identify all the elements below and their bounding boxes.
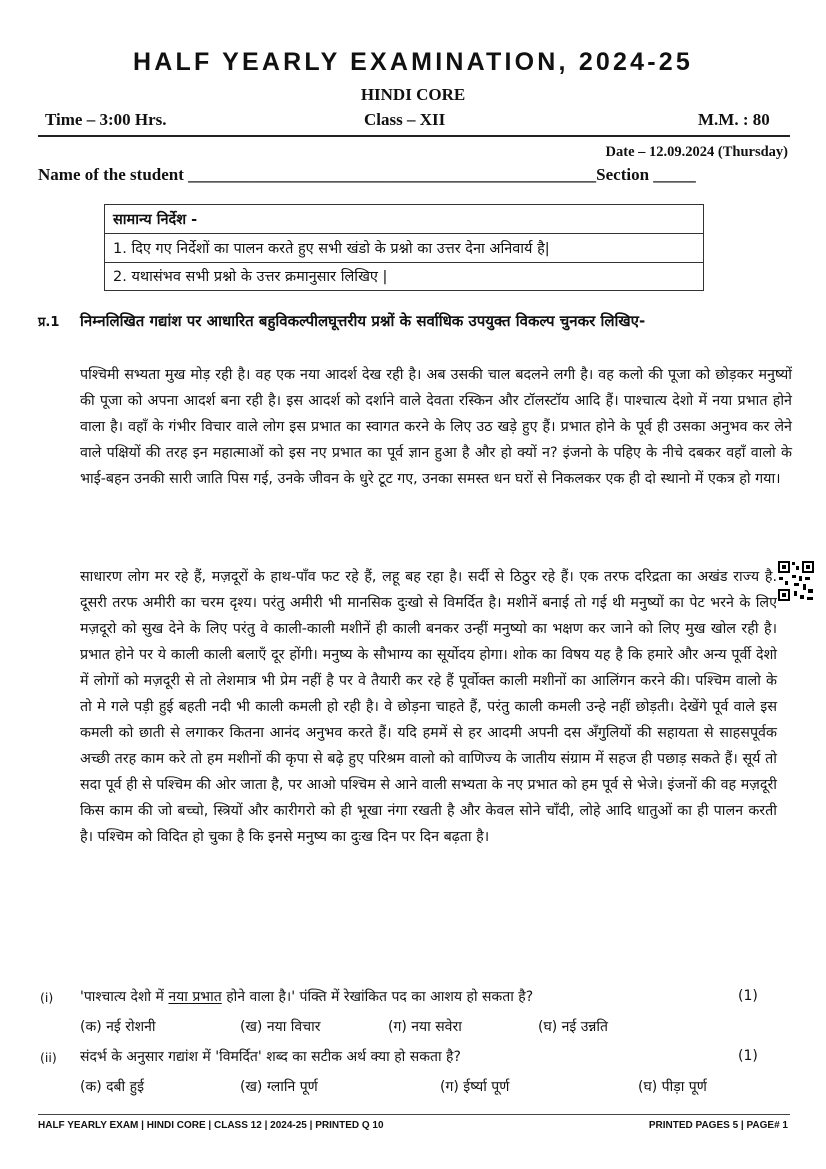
instructions-heading: सामान्य निर्देश - [113, 212, 198, 228]
student-name-line: Name of the student ________________________________________________Section _____ [38, 165, 696, 184]
exam-title: HALF YEARLY EXAMINATION, 2024-25 [133, 48, 693, 76]
max-marks-label: M.M. : 80 [698, 110, 770, 129]
subquestion-text-part: होने वाला है।' पंक्ति में रेखांकित पद का आशय हो सकता है? [221, 989, 534, 1005]
exam-date: Date – 12.09.2024 (Thursday) [605, 144, 788, 160]
option-b: (ख) नया विचार [240, 1019, 321, 1035]
general-instructions-box [104, 204, 704, 291]
option-a: (क) नई रोशनी [80, 1019, 156, 1035]
subquestion-text [80, 987, 533, 1006]
instruction-item: 1. दिए गए निर्देशों का पालन करते हुए सभी खंडो के प्रश्नो का उत्तर देना अनिवार्य है| [113, 241, 550, 257]
footer-right: PRINTED PAGES 5 | PAGE# 1 [648, 1120, 788, 1131]
time-label: Time – 3:00 Hrs. [45, 110, 167, 129]
marks-label: (1) [738, 1048, 758, 1064]
subquestion-label: (ii) [40, 1050, 57, 1065]
option-b: (ख) ग्लानि पूर्ण [240, 1079, 318, 1095]
header-divider [38, 135, 790, 137]
marks-label: (1) [738, 988, 758, 1004]
qr-code-icon [777, 560, 815, 602]
underlined-phrase: नया प्रभात [168, 989, 222, 1005]
option-c: (ग) ईर्ष्या पूर्ण [440, 1079, 510, 1095]
footer-left: HALF YEARLY EXAM | HINDI CORE | CLASS 12 | 2024-25 | PRINTED Q 10 [38, 1120, 384, 1131]
option-c: (ग) नया सवेरा [388, 1019, 462, 1035]
question-number: प्र.1 [38, 315, 60, 330]
option-d: (घ) नई उन्नति [538, 1019, 609, 1035]
instructions-divider [105, 262, 703, 263]
option-a: (क) दबी हुई [80, 1079, 144, 1095]
subquestion-label: (i) [40, 990, 54, 1005]
instructions-divider [105, 233, 703, 234]
passage-paragraph-2: साधारण लोग मर रहे हैं, मज़दूरों के हाथ-पाँव फट रहे हैं, लहू बह रहा है। सर्दी से ठिठुर रहे हैं। एक तरफ दरिद्रता का अखंड राज्य है. दूसरी तरफ अमीरी का चरम दृश्य। परंतु अमीरी भी मानसिक दुःखो से विमर्दित है। मशीनें बनाई तो गई थी मनुष्यों का पेट भरने के लिए मज़दूरो को सुख देने के लिए परंतु वे काली-काली मशीनें ही काली बनकर उन्हीं मनुष्यो का भक्षण कर जाने को लिए मुख खोल रही है। प्रभात होने पर ये काली काली बलाएँ दूर होंगी। मनुष्य के सौभाग्य का सूर्योदय होगा। शोक का विषय यह है कि हमारे और अन्य पूर्वी देशो में लोगों को मज़दूरी से तो लेशमात्र भी प्रेम नहीं है पर वे तैयारी कर रहे हैं पूर्वोक्त काली मशीनों का आलिंगन करने की। पश्चिम वालो के तो मे गले पड़ी हुई बहती नदी भी काली कमली हो रही है। वे छोड़ना चाहते हैं, परंतु काली कमली उन्हे नहीं छोड़ती। देखेंगे पूर्व वाले इस कमली को छाती से लगाकर कितना आनंद अनुभव करते हैं। यदि हममें से हर आदमी अपनी दस अँगुलियों की सहायता से साहसपूर्वक अच्छी तरह काम करे तो हम मशीनों की कृपा से बढ़े हुए परिश्रम वालो को वाणिज्य के जातीय संग्राम में सहज ही पछाड़ सकते हैं। सूर्य तो सदा पूर्व ही से पश्चिम की ओर जाता है, पर आओ पश्चिम से आने वाली सभ्यता के नए प्रभात को हम पूर्व से भेजे। इंजनों की वह मज़दूरी किस काम की जो बच्चो, स्त्रियों और कारीगरो को ही भूखा नंगा रखती है और केवल सोने चाँदी, लोहे आदि धातुओं का ही पालन करती है। पश्चिम को विदित हो चुका है कि इनसे मनुष्य का दुःख दिन पर दिन बढ़ता है। [80, 569, 777, 845]
subquestion-text: संदर्भ के अनुसार गद्यांश में 'विमर्दित' शब्द का सटीक अर्थ क्या हो सकता है? [80, 1049, 461, 1065]
footer-divider [38, 1114, 790, 1115]
instruction-item: 2. यथासंभव सभी प्रश्नो के उत्तर क्रमानुसार लिखिए | [113, 269, 388, 285]
passage-paragraph-1: पश्चिमी सभ्यता मुख मोड़ रही है। वह एक नया आदर्श देख रही है। अब उसकी चाल बदलने लगी है। वह कलो की पूजा को छोड़कर मनुष्यों की पूजा को अपना आदर्श बना रही है। इस आदर्श को दर्शाने वाले देवता रस्किन और टॉलस्टॉय आदि हैं। पाश्चात्य देशो में नया प्रभात होने वाला है। वहाँ के गंभीर विचार वाले लोग इस प्रभात का स्वागत करने के लिए उठ खड़े हुए हैं। प्रभात होने के पूर्व ही उसका अनुभव कर लेने वाले पक्षियों की तरह इन महात्माओं को इस नए प्रभात का पूर्व ज्ञान हुआ है और हो क्यों न? इंजनो के पहिए के नीचे दबकर वहाँ वालो के भाई-बहन उनकी सारी जाति पिस गई, उनके जीवन के धुरे टूट गए, उनका समस्त धन घरों से निकलकर एक ही दो स्थानो में एकत्र हो गया। [80, 367, 792, 487]
subquestion-text-part: 'पाश्चात्य देशो में [80, 989, 169, 1005]
class-label: Class – XII [364, 110, 446, 129]
option-d: (घ) पीड़ा पूर्ण [638, 1079, 707, 1095]
question-heading: निम्नलिखित गद्यांश पर आधारित बहुविकल्पीलघूत्तरीय प्रश्नों के सर्वाधिक उपयुक्त विकल्प चुनकर लिखिए- [80, 312, 646, 330]
subject-title: HINDI CORE [360, 85, 466, 104]
